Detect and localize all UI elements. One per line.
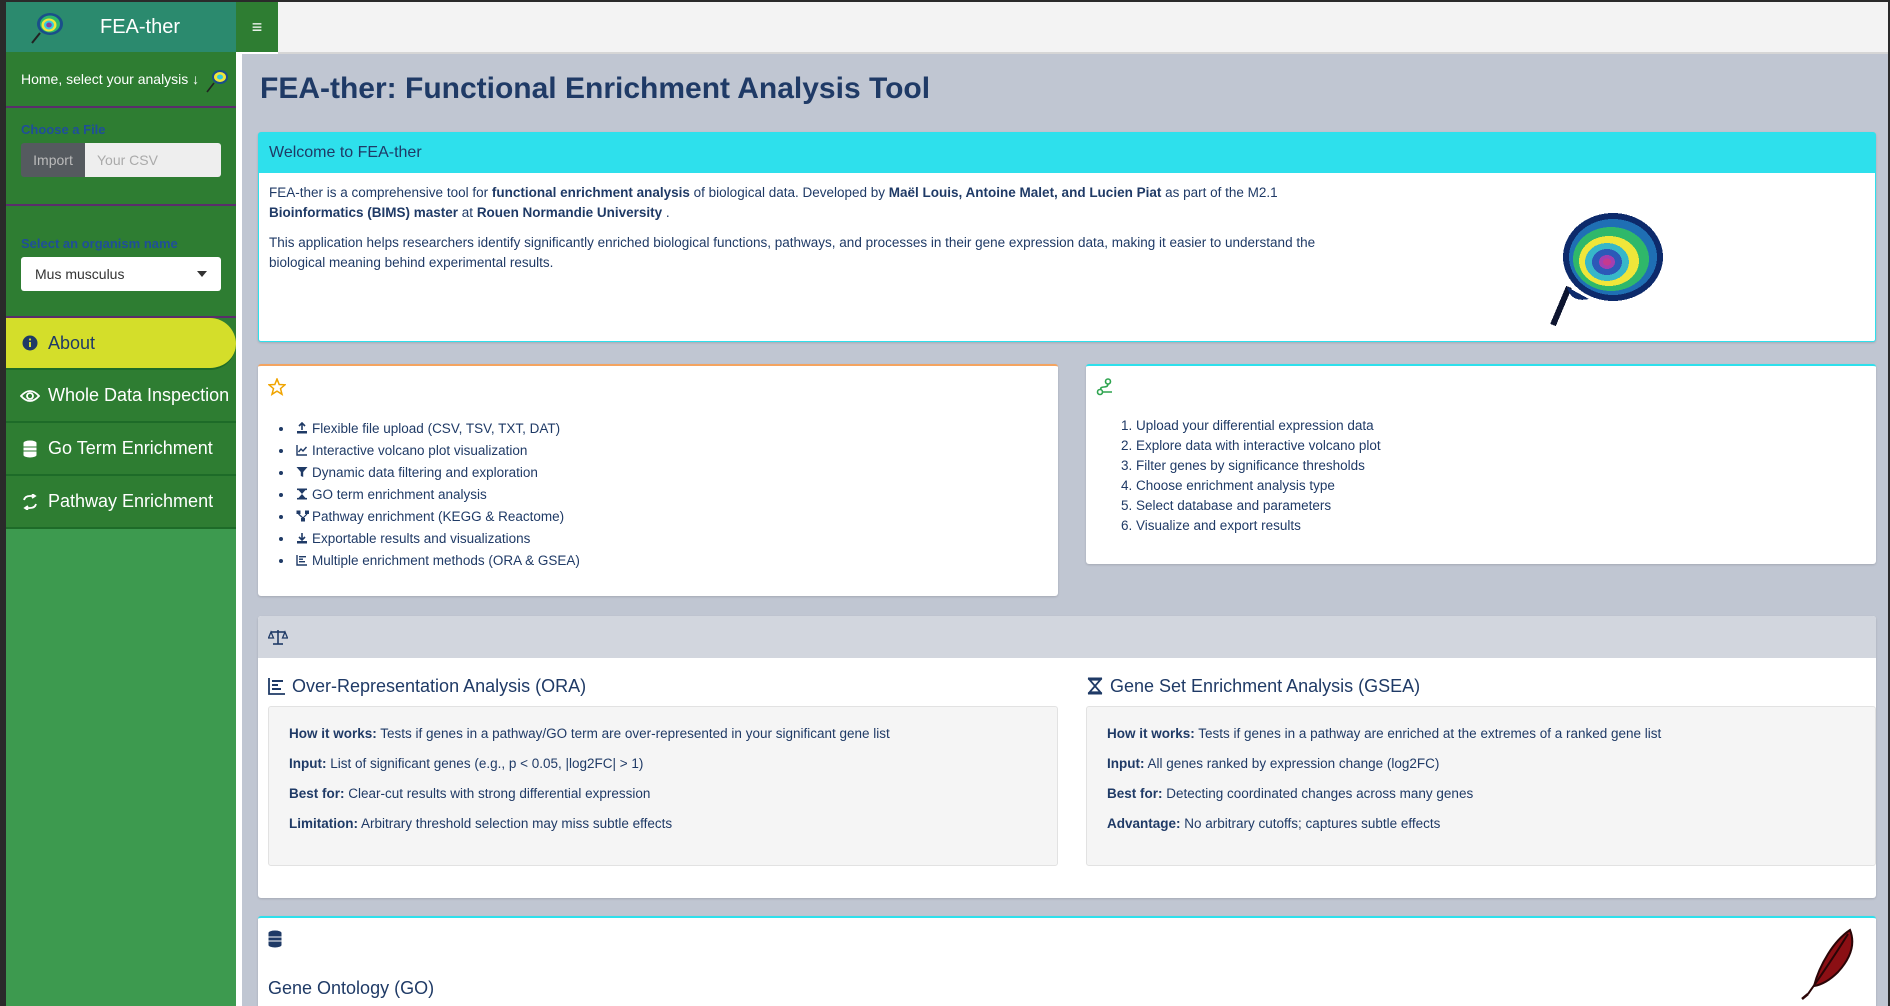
gsea-row-key: How it works:	[1107, 726, 1195, 741]
go-title: Gene Ontology (GO)	[268, 978, 435, 998]
gsea-row-key: Input:	[1107, 756, 1145, 771]
sidebar-nav	[6, 316, 236, 529]
ora-row	[289, 779, 1037, 809]
ora-row	[289, 749, 1037, 779]
ora-row	[289, 809, 1037, 839]
feature-text: Flexible file upload (CSV, TSV, TXT, DAT)	[312, 421, 561, 436]
sitemap-icon	[296, 507, 308, 519]
gsea-row-value: All genes ranked by expression change (log2FC)	[1144, 756, 1440, 771]
organism-section	[6, 204, 236, 316]
gsea-row	[1107, 779, 1855, 809]
gsea-details	[1086, 706, 1876, 866]
ora-row-key: Best for:	[289, 786, 345, 801]
welcome-description-paragraph: This application helps researchers identify significantly enriched biological functions, pathways, and processes in their gene expression data, making it easier to understand the biological meaning behind experimental results.	[269, 235, 1316, 270]
ora-row-value: List of significant genes (e.g., p < 0.05, |log2FC| > 1)	[326, 756, 644, 771]
file-input-group	[21, 143, 221, 177]
step-item: 5. Select database and parameters	[1136, 496, 1381, 516]
sidebar-item-label: Pathway Enrichment	[48, 491, 214, 511]
feature-item	[294, 484, 580, 506]
ora-title-row	[268, 672, 1058, 700]
eye-icon	[20, 386, 40, 406]
sidebar-item-about[interactable]	[6, 318, 236, 370]
file-upload-label: Choose a File	[21, 122, 106, 137]
hourglass-icon	[296, 485, 308, 497]
file-name-field[interactable]: Your CSV	[85, 143, 221, 177]
gsea-row-key: Advantage:	[1107, 816, 1181, 831]
gsea-row-value: Tests if genes in a pathway are enriched at the extremes of a ranked gene list	[1194, 726, 1662, 741]
step-item: 3. Filter genes by significance thresholds	[1136, 456, 1381, 476]
star-icon	[268, 378, 286, 396]
ora-row	[289, 719, 1037, 749]
ora-row-value: Clear-cut results with strong differential expression	[344, 786, 651, 801]
file-upload-section	[6, 106, 236, 204]
go-box	[258, 916, 1876, 1006]
sidebar-home-link[interactable]	[6, 52, 236, 106]
hourglass-icon	[1086, 677, 1104, 695]
gsea-row-value: No arbitrary cutoffs; captures subtle effects	[1180, 816, 1441, 831]
page-title: FEA-ther: Functional Enrichment Analysis Tool	[260, 72, 931, 105]
feature-item	[294, 550, 580, 572]
feature-text: Exportable results and visualizations	[312, 531, 531, 546]
app-logo-bar[interactable]	[6, 2, 236, 52]
app-title: FEA-ther	[100, 15, 181, 38]
welcome-box	[258, 132, 1876, 342]
sidebar	[6, 52, 236, 1006]
feather-icon	[204, 66, 230, 94]
feature-text: Pathway enrichment (KEGG & Reactome)	[312, 509, 565, 524]
gsea-column	[1086, 672, 1876, 866]
bar-chart-icon	[296, 551, 308, 563]
step-item: 6. Visualize and export results	[1136, 516, 1381, 536]
sidebar-item-go-term-enrichment[interactable]	[6, 423, 236, 476]
methods-box	[258, 616, 1876, 898]
download-icon	[296, 529, 308, 541]
welcome-text: of biological data. Developed by	[689, 185, 889, 200]
welcome-intro-paragraph	[269, 183, 1329, 223]
steps-list	[1114, 416, 1381, 536]
gsea-title: Gene Set Enrichment Analysis (GSEA)	[1110, 675, 1421, 696]
authors-text: Maël Louis, Antoine Malet, and Lucien Piat	[888, 185, 1162, 200]
line-chart-icon	[296, 441, 308, 453]
ora-row-value: Tests if genes in a pathway/GO term are over-represented in your significant gene list	[376, 726, 890, 741]
red-feather-icon	[1798, 926, 1858, 1000]
gsea-title-row	[1086, 672, 1876, 700]
refresh-arrows-icon	[20, 492, 40, 512]
welcome-text: as part of the M2.1	[1161, 185, 1278, 200]
ora-row-key: Limitation:	[289, 816, 358, 831]
sidebar-item-label: About	[48, 332, 96, 353]
upload-icon	[296, 419, 308, 431]
bar-chart-icon	[268, 677, 286, 695]
peacock-feather-image	[1547, 207, 1665, 329]
feature-item	[294, 462, 580, 484]
step-item: 4. Choose enrichment analysis type	[1136, 476, 1381, 496]
feature-text: Multiple enrichment methods (ORA & GSEA)	[312, 553, 580, 568]
feature-text: GO term enrichment analysis	[312, 487, 487, 502]
sidebar-item-whole-data-inspection[interactable]	[6, 370, 236, 423]
database-icon	[268, 930, 282, 948]
welcome-text-bold: functional enrichment analysis	[491, 185, 690, 200]
main-content	[242, 54, 1888, 1006]
gsea-row-key: Best for:	[1107, 786, 1163, 801]
organism-select[interactable]	[21, 257, 221, 291]
gsea-row	[1107, 719, 1855, 749]
organism-label: Select an organism name	[21, 236, 178, 251]
ora-title: Over-Representation Analysis (ORA)	[292, 675, 587, 696]
methods-header	[258, 616, 1876, 658]
route-icon	[1096, 378, 1114, 396]
step-item: 2. Explore data with interactive volcano plot	[1136, 436, 1381, 456]
feature-text: Interactive volcano plot visualization	[312, 443, 528, 458]
ora-row-value: Arbitrary threshold selection may miss subtle effects	[358, 816, 673, 831]
step-item: 1. Upload your differential expression data	[1136, 416, 1381, 436]
university-text: Rouen Normandie University	[476, 205, 663, 220]
welcome-body	[259, 173, 1339, 293]
sidebar-home-text: Home, select your analysis ↓	[21, 71, 200, 87]
ora-row-key: How it works:	[289, 726, 377, 741]
balance-scale-icon	[268, 629, 288, 645]
filter-icon	[296, 463, 308, 475]
gsea-row	[1107, 749, 1855, 779]
welcome-text: .	[662, 205, 670, 220]
ora-details	[268, 706, 1058, 866]
sidebar-item-label: Whole Data Inspection	[48, 385, 230, 405]
info-circle-icon	[20, 333, 40, 353]
chevron-down-icon	[197, 271, 207, 277]
sidebar-toggle-button[interactable]	[236, 2, 278, 52]
feature-item	[294, 440, 580, 462]
features-list	[294, 418, 580, 572]
sidebar-item-label: Go Term Enrichment	[48, 438, 213, 458]
top-navbar	[278, 2, 1888, 54]
steps-box	[1086, 364, 1876, 564]
import-button[interactable]: Import	[21, 143, 85, 177]
feature-item	[294, 506, 580, 528]
ora-column	[268, 672, 1058, 866]
gsea-row	[1107, 809, 1855, 839]
sidebar-item-pathway-enrichment[interactable]	[6, 476, 236, 529]
feature-item	[294, 528, 580, 550]
welcome-text: at	[458, 205, 477, 220]
features-box	[258, 364, 1058, 596]
welcome-header: Welcome to FEA-ther	[259, 133, 1875, 173]
organism-selected-value: Mus musculus	[35, 266, 125, 282]
peacock-feather-logo-icon	[28, 7, 68, 47]
gsea-row-value: Detecting coordinated changes across many genes	[1162, 786, 1474, 801]
master-text: Bioinformatics (BIMS) master	[269, 205, 459, 220]
feature-text: Dynamic data filtering and exploration	[312, 465, 538, 480]
feature-item	[294, 418, 580, 440]
welcome-text: FEA-ther is a comprehensive tool for	[269, 185, 492, 200]
hamburger-menu-icon: ≡	[251, 16, 263, 37]
ora-row-key: Input:	[289, 756, 327, 771]
database-icon	[20, 439, 40, 459]
